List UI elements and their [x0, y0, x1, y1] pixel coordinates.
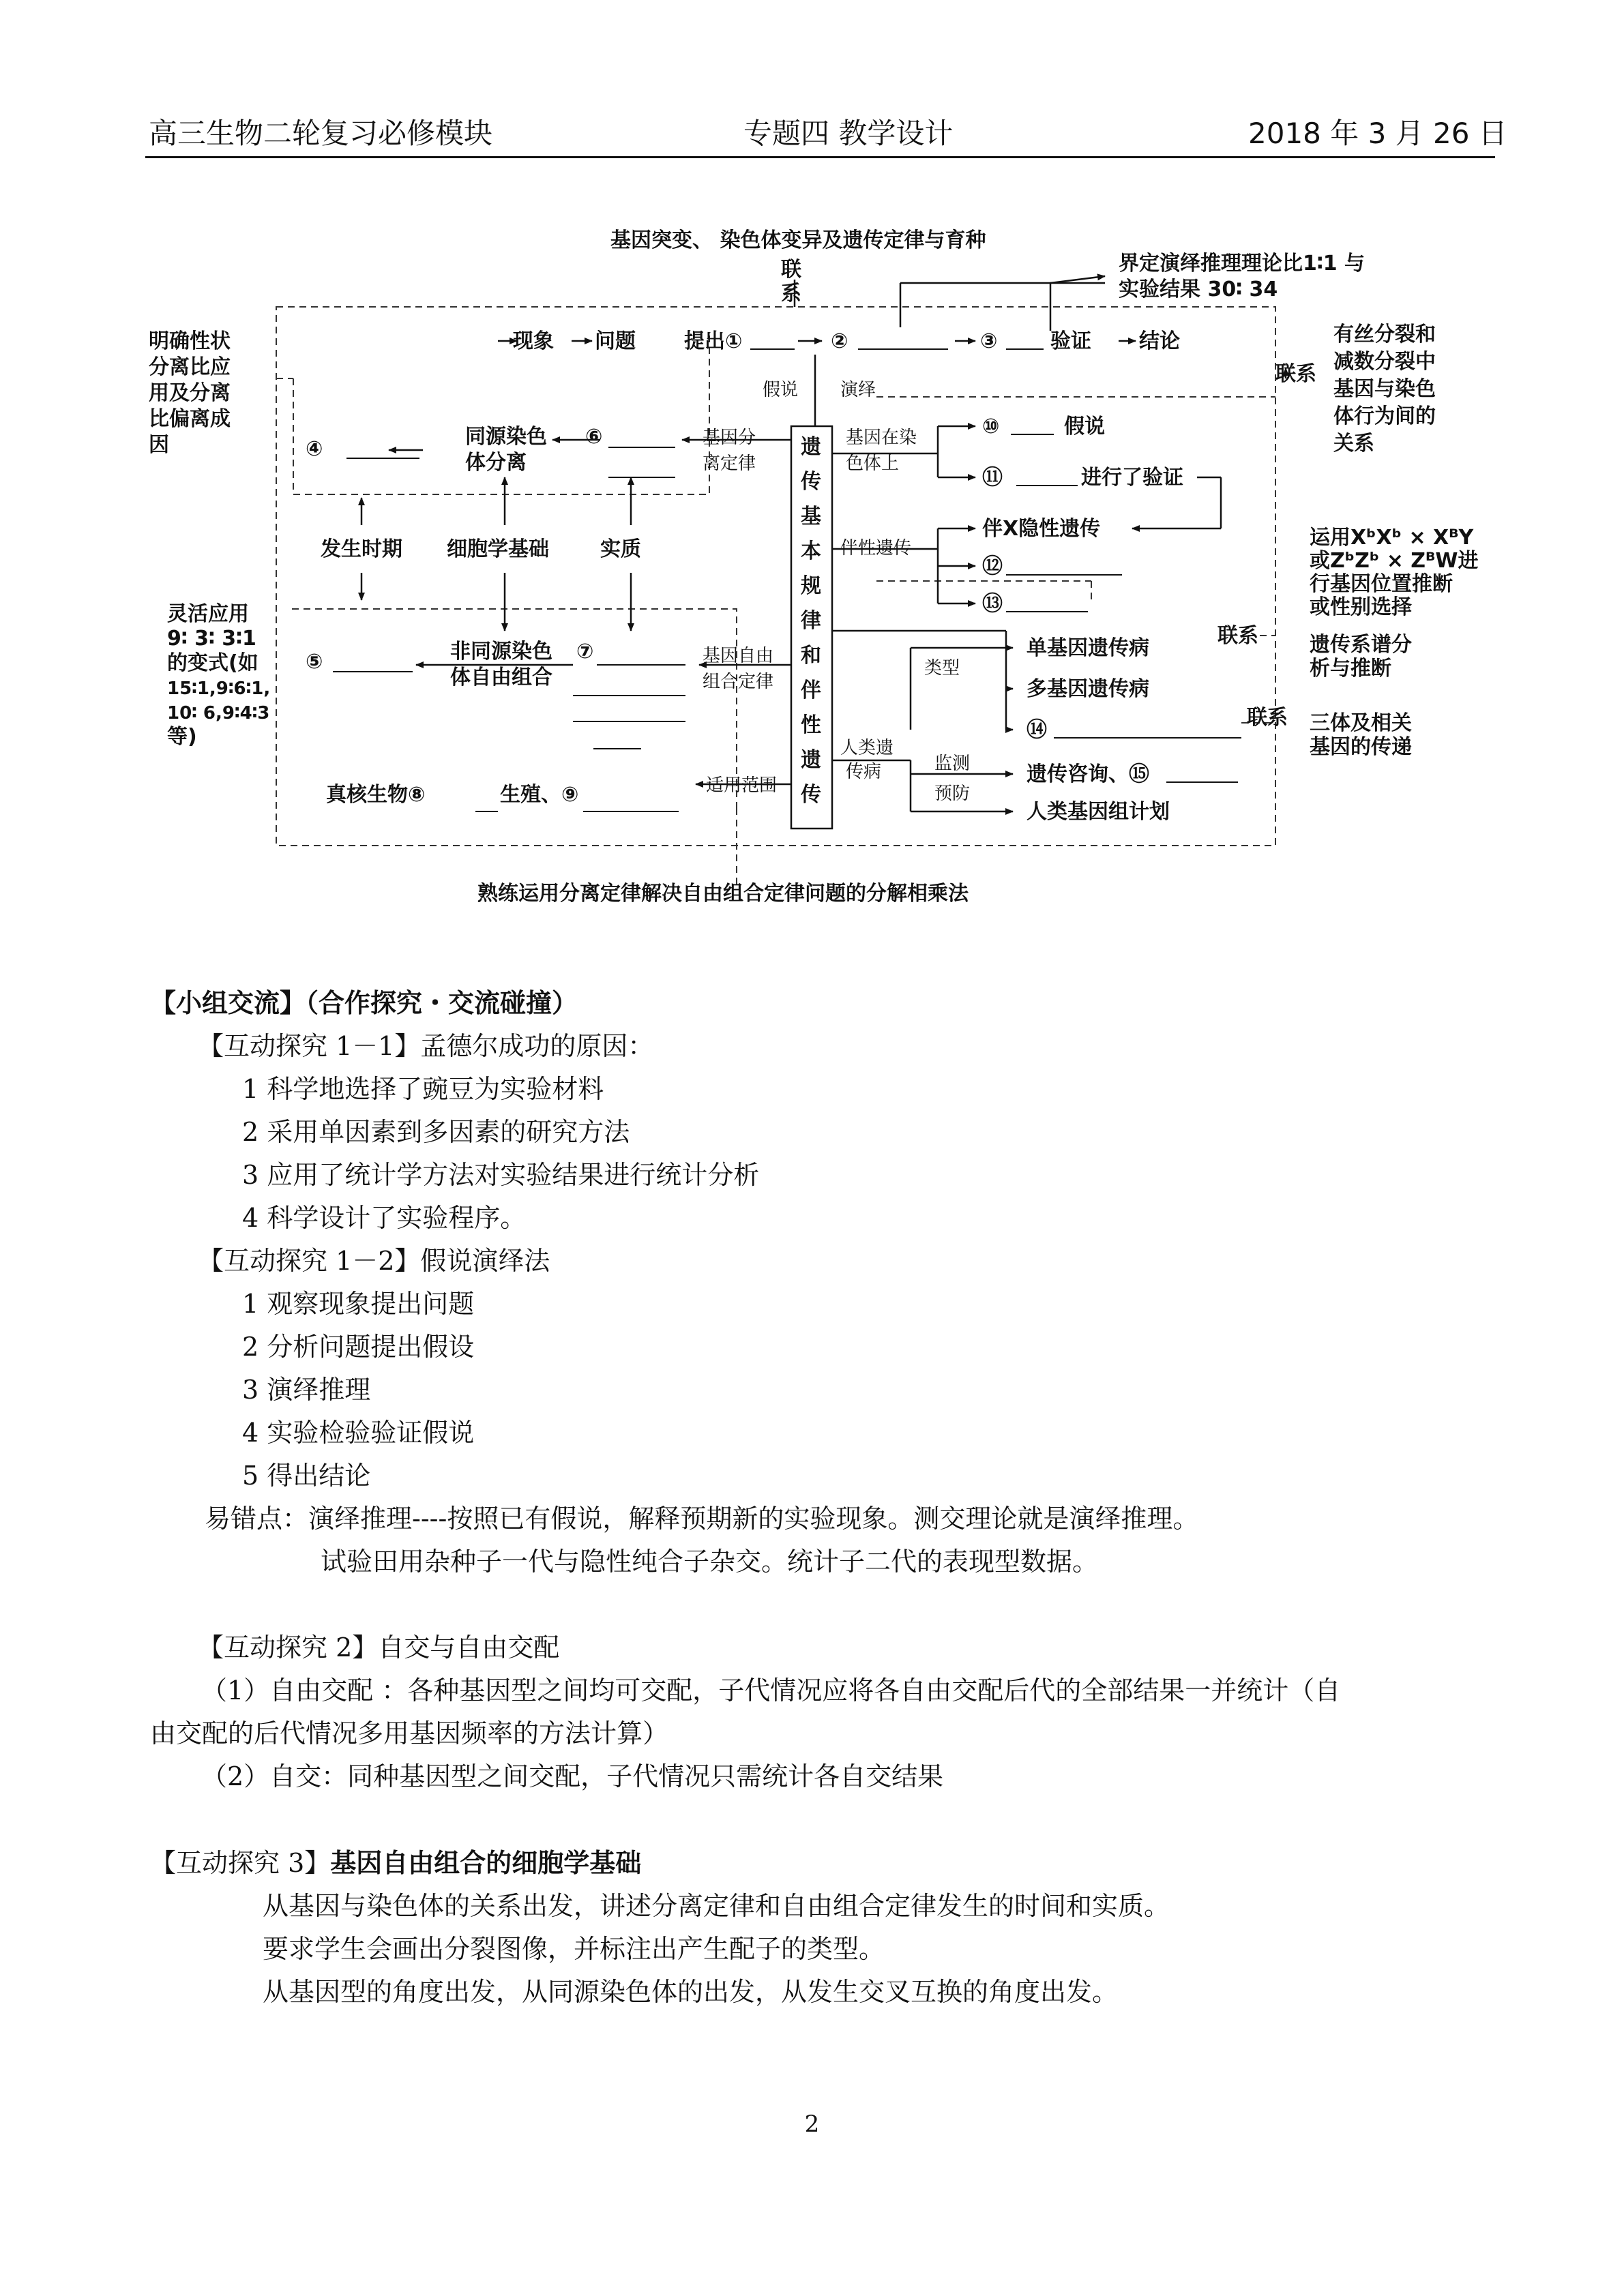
type-label: 类型 [924, 658, 960, 679]
trisomy-1: 三体及相关 [1310, 711, 1412, 735]
list-item: 4 实验检验验证假说 [242, 1418, 475, 1448]
section-title: 【互动探究 1－2】假说演绎法 [198, 1246, 550, 1276]
list-item: 3 演绎推理 [242, 1375, 371, 1405]
right-note-line: 有丝分裂和 [1333, 323, 1436, 346]
flex-note-line: 9∶ 3∶ 3∶1 [167, 627, 256, 651]
nonhomologous-2: 体自由组合 [450, 666, 552, 689]
section-title: 【互动探究 2】自交与自由交配 [198, 1632, 560, 1663]
section-title: 【互动探究 1－1】孟德尔成功的原因： [198, 1031, 654, 1061]
blank-10: ⑩ [982, 415, 1000, 438]
header-right: 2018 年 3 月 26 日 [1248, 117, 1507, 150]
list-item: 1 观察现象提出问题 [242, 1289, 475, 1319]
center-box-char: 和 [801, 644, 821, 668]
page-number: 2 [804, 2111, 820, 2138]
scope-label: 适用范围 [706, 775, 778, 796]
homologous-separation-1: 同源染色 [465, 425, 547, 449]
flow-question: 问题 [595, 329, 636, 353]
human-genome-project: 人类基因组计划 [1027, 800, 1170, 824]
flow-blank-3: ③ [980, 329, 998, 353]
blank-12: ⑫ [982, 554, 1003, 578]
flex-note-line: 等) [167, 725, 197, 749]
blank-10-text: 假说 [1064, 415, 1105, 438]
center-box-char: 基 [801, 505, 821, 528]
concept-map [0, 0, 1624, 927]
right-note-line: 行基因位置推断 [1310, 572, 1453, 596]
flex-note [167, 602, 270, 749]
multi-gene-disease: 多基因遗传病 [1027, 677, 1149, 701]
bottom-caption: 熟练运用分离定律解决自由组合定律问题的分解相乘法 [477, 882, 969, 906]
segregation-law-2: 离定律 [703, 453, 756, 474]
diagram-top-title: 基因突变、 染色体变异及遗传定律与育种 [610, 228, 986, 252]
nonhomologous-1: 非同源染色 [450, 640, 552, 664]
list-item: 1 科学地选择了豌豆为实验材料 [242, 1074, 604, 1104]
flex-note-line: 15∶1,9∶6∶1, [167, 679, 271, 699]
human-disease-1: 人类遗 [840, 738, 894, 758]
center-box-char: 律 [801, 609, 821, 633]
left-note-line: 明确性状 [149, 329, 231, 353]
paragraph-line: 从基因型的角度出发，从同源染色体的出发，从发生交叉互换的角度出发。 [263, 1977, 1119, 2007]
right-note-2 [1310, 526, 1479, 619]
pedigree-analysis-1: 遗传系谱分 [1310, 633, 1412, 657]
blank-5: ⑤ [306, 650, 323, 674]
blank-11: ⑪ [982, 466, 1003, 490]
link-label-lian: 联 [781, 258, 801, 282]
center-box-char: 伴 [801, 679, 821, 702]
left-note-line: 因 [149, 433, 169, 457]
flex-note-line: 的变式(如 [167, 651, 259, 675]
center-box-text [801, 435, 821, 807]
header-center: 专题四 教学设计 [743, 117, 954, 150]
list-item: 2 采用单因素到多因素的研究方法 [242, 1117, 630, 1147]
paragraph-line: （2）自交：同种基因型之间交配，子代情况只需统计各自交结果 [201, 1761, 944, 1791]
right-note-line: 或性别选择 [1310, 595, 1412, 619]
center-box-char: 本 [801, 539, 821, 563]
flow-verify: 验证 [1050, 329, 1091, 353]
right-note-line: 基因与染色 [1333, 377, 1436, 401]
paragraph-line: 由交配的后代情况多用基因频率的方法计算） [150, 1718, 669, 1748]
label-deduction: 演绎 [840, 380, 876, 400]
genes-on-chromosome-2: 色体上 [846, 453, 900, 474]
flow-blank-2: ② [831, 329, 848, 353]
section-title-3-main: 基因自由组合的细胞学基础 [330, 1847, 642, 1878]
right-note-line: 体行为间的 [1333, 404, 1436, 428]
prevention-label: 预防 [934, 784, 971, 804]
blank-7: ⑦ [576, 640, 594, 664]
blank-4: ④ [306, 437, 323, 461]
top-right-note-2: 实验结果 30∶ 34 [1119, 278, 1278, 301]
homologous-separation-2: 体分离 [465, 451, 527, 475]
trisomy-2: 基因的传递 [1310, 735, 1412, 759]
flow-conclusion: 结论 [1139, 329, 1180, 353]
right-note-line: 或ZᵇZᵇ × ZᴮW进 [1310, 549, 1479, 573]
left-note-line: 用及分离 [149, 381, 231, 405]
center-box-char: 遗 [801, 748, 821, 772]
single-gene-disease: 单基因遗传病 [1027, 636, 1149, 660]
left-note [149, 329, 231, 457]
list-item: 5 得出结论 [242, 1461, 371, 1491]
label-hypothesis: 假说 [763, 380, 799, 400]
right-note-1 [1333, 323, 1436, 456]
link-label-right: 联系 [1275, 362, 1316, 386]
blank-13: ⑬ [982, 592, 1003, 616]
blank-14: ⑭ [1027, 718, 1047, 742]
flow-propose: 提出① [684, 329, 743, 353]
pedigree-analysis-2: 析与推断 [1310, 657, 1391, 681]
flex-note-line: 10∶ 6,9∶4∶3 [167, 703, 270, 724]
blank-6: ⑥ [585, 425, 603, 449]
monitoring-label: 监测 [934, 754, 971, 774]
reproduction-label: 生殖、⑨ [500, 783, 579, 807]
right-note-line: 关系 [1333, 432, 1374, 456]
essence: 实质 [600, 537, 641, 561]
paragraph-line: （1）自由交配 ：各种基因型之间均可交配，子代情况应将各自由交配后代的全部结果一并统计（自 [201, 1675, 1341, 1705]
left-note-line: 比偏离成 [149, 407, 231, 431]
center-box-char: 规 [801, 574, 821, 598]
list-item: 2 分析问题提出假设 [242, 1332, 475, 1362]
error-note-2: 试验田用杂种子一代与隐性纯合子杂交。统计子二代的表现型数据。 [321, 1547, 1099, 1577]
list-item: 4 科学设计了实验程序。 [242, 1203, 527, 1233]
right-note-line: 减数分裂中 [1333, 350, 1436, 374]
genes-on-chromosome-1: 基因在染 [846, 428, 917, 448]
section-title-3 [150, 1845, 641, 1881]
error-note-1: 易错点：演绎推理----按照已有假说，解释预期新的实验现象。测交理论就是演绎推理。 [205, 1504, 1199, 1534]
cytological-basis: 细胞学基础 [447, 537, 549, 561]
flow-phenomenon: 现象 [513, 329, 554, 353]
center-box-char: 传 [801, 470, 821, 494]
x-recessive: 伴X隐性遗传 [982, 517, 1101, 541]
occurrence-time: 发生时期 [321, 537, 402, 561]
top-right-note-1: 界定演绎推理理论比1∶1 与 [1119, 252, 1365, 275]
sex-linked-inheritance: 伴性遗传 [840, 538, 912, 558]
group-exchange-title: 【小组交流】（合作探究・交流碰撞） [150, 987, 578, 1018]
list-item: 3 应用了统计学方法对实验结果进行统计分析 [242, 1160, 760, 1190]
flex-note-line: 灵活应用 [167, 602, 249, 626]
header-left: 高三生物二轮复习必修模块 [149, 117, 493, 150]
paragraph-line: 从基因与染色体的关系出发，讲述分离定律和自由组合定律发生的时间和实质。 [263, 1891, 1170, 1921]
center-box-char: 性 [801, 713, 821, 737]
paragraph-line: 要求学生会画出分裂图像，并标注出产生配子的类型。 [263, 1934, 885, 1964]
link-label-trisomy: 联系 [1247, 706, 1288, 730]
center-box-char: 传 [801, 783, 821, 807]
blank-lines [333, 349, 1241, 811]
independent-assortment-2: 组合定律 [703, 672, 774, 692]
genetic-counseling: 遗传咨询、⑮ [1027, 762, 1149, 786]
human-disease-2: 传病 [846, 762, 882, 782]
center-box-char: 遗 [801, 435, 821, 459]
link-label-pedigree: 联系 [1217, 624, 1258, 648]
blank-11-text: 进行了验证 [1081, 466, 1183, 490]
independent-assortment-1: 基因自由 [703, 646, 774, 666]
section-title-3-prefix: 【互动探究 3】 [150, 1848, 331, 1878]
segregation-law-1: 基因分 [703, 428, 756, 448]
eukaryote-label: 真核生物⑧ [326, 783, 426, 807]
left-note-line: 分离比应 [149, 355, 231, 379]
right-note-line: 运用XᵇXᵇ × XᴮY [1310, 526, 1474, 550]
link-label-xi: 系 [781, 282, 801, 305]
